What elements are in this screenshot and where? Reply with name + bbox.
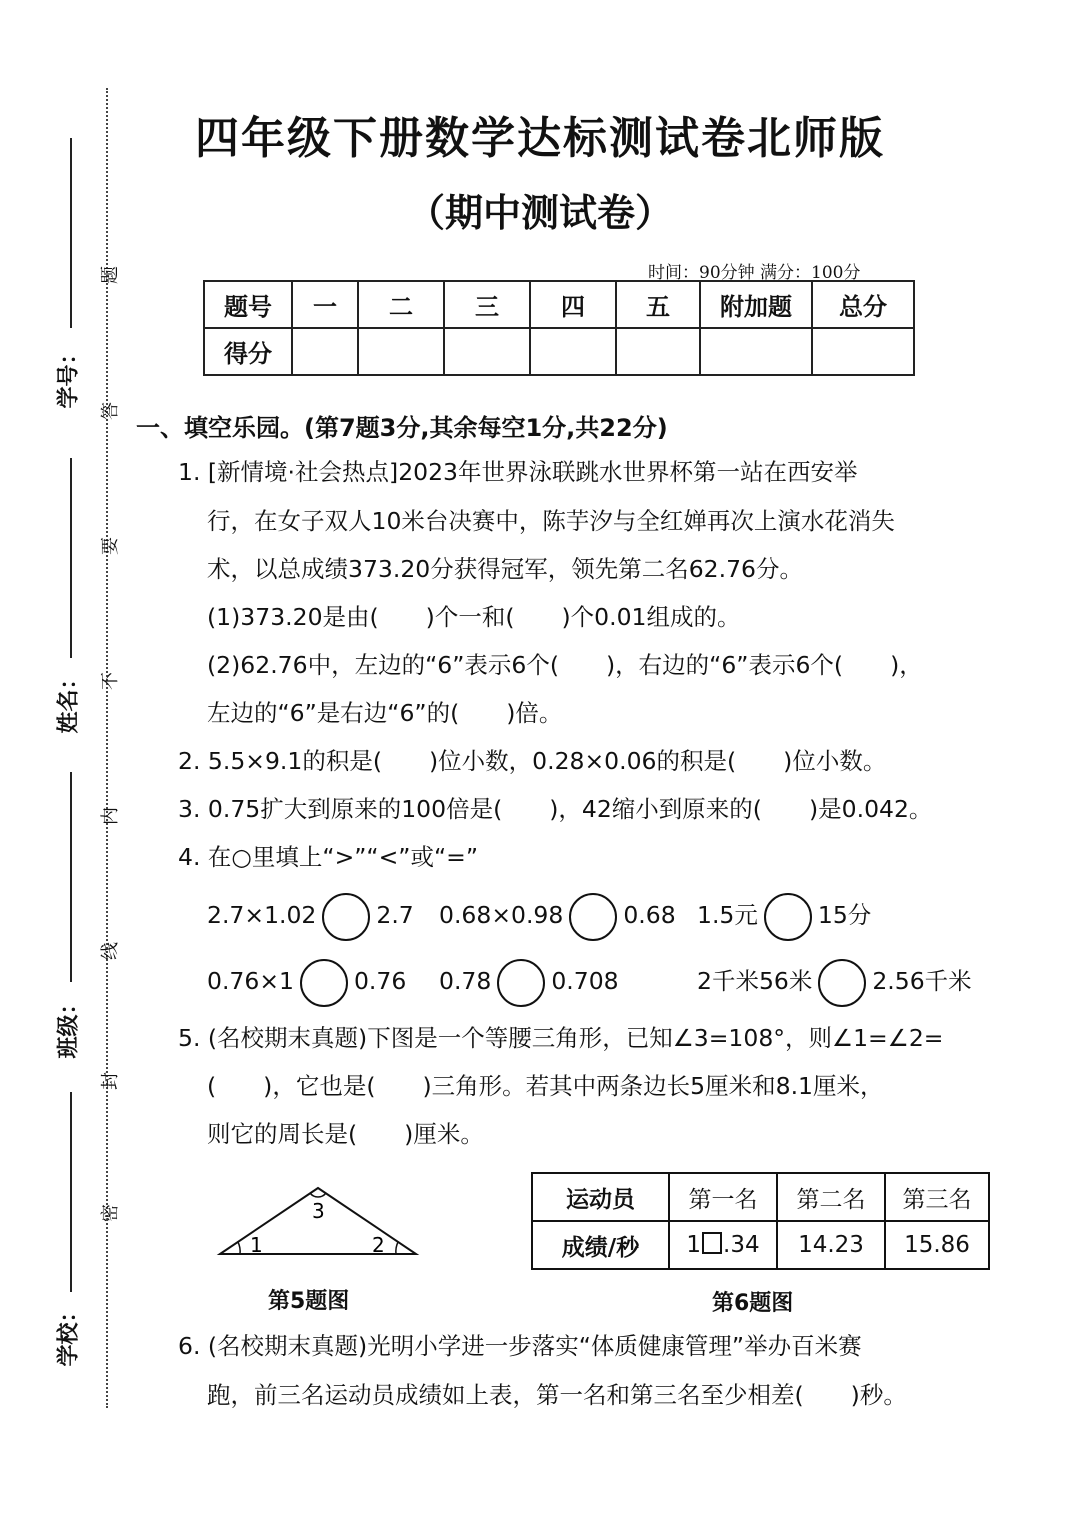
- seal-char: 线: [100, 942, 121, 960]
- angle-label-1: 1: [250, 1233, 263, 1257]
- q4-item: [697, 891, 871, 941]
- q1-line2: 行，在女子双人10米台决赛中，陈芋汐与全红婵再次上演水花消失: [207, 507, 895, 535]
- seal-char: 要: [100, 537, 121, 555]
- time-info: 时间：90分钟 满分：100分: [648, 263, 861, 283]
- score-header: 总分: [812, 281, 914, 328]
- compare-circle[interactable]: [300, 959, 348, 1007]
- q6-line2: 跑，前三名运动员成绩如上表，第一名和第三名至少相差( )秒。: [207, 1381, 907, 1409]
- q4-left: 0.76×1: [207, 967, 294, 995]
- q1-sub1: (1)373.20是由( )个一和( )个0.01组成的。: [207, 603, 741, 631]
- score-cell[interactable]: [812, 328, 914, 375]
- compare-circle[interactable]: [322, 893, 370, 941]
- seal-char: 封: [100, 1072, 121, 1090]
- q5-line2: ( )，它也是( )三角形。若其中两条边长5厘米和8.1厘米，: [207, 1072, 884, 1100]
- angle-arc-1: [238, 1242, 240, 1254]
- angle-arc-2: [396, 1242, 398, 1254]
- q4-item: [207, 891, 414, 941]
- q4-left: 0.68×0.98: [439, 901, 564, 929]
- angle-label-3: 3: [312, 1199, 325, 1223]
- compare-circle[interactable]: [818, 959, 866, 1007]
- q5-line3: 则它的周长是( )厘米。: [207, 1120, 484, 1148]
- q6-header: 第一名: [669, 1173, 777, 1221]
- seal-char: 答: [100, 402, 121, 420]
- q4-right: 2.7: [376, 901, 414, 929]
- score-cell[interactable]: [292, 328, 358, 375]
- seal-char: 题: [100, 266, 121, 284]
- q4-right: 0.76: [353, 967, 407, 995]
- angle-label-2: 2: [372, 1233, 385, 1257]
- q5-line1: 5. (名校期末真题)下图是一个等腰三角形，已知∠3=108°，则∠1=∠2=: [178, 1024, 944, 1052]
- q4-left: 2.7×1.02: [207, 901, 317, 929]
- score-header: 附加题: [700, 281, 812, 328]
- q4-right: 15分: [817, 901, 872, 929]
- score-header: 二: [358, 281, 444, 328]
- q1-line1: 1. [新情境·社会热点]2023年世界泳联跳水世界杯第一站在西安举: [178, 458, 858, 486]
- q4-item: [697, 957, 972, 1007]
- name-label: 姓名：: [56, 667, 82, 734]
- name-line: [70, 458, 72, 658]
- q1-sub2a: (2)62.76中，左边的“6”表示6个( )，右边的“6”表示6个( )，: [207, 651, 923, 679]
- q4-instruction: 4. 在○里填上“>”“<”或“=”: [178, 843, 479, 871]
- q6-results-table: [531, 1172, 990, 1270]
- class-line: [70, 772, 72, 982]
- angle-arc-3: [310, 1193, 326, 1197]
- score-cell[interactable]: [358, 328, 444, 375]
- q4-item: [439, 891, 676, 941]
- seal-char: 密: [100, 1204, 121, 1222]
- compare-circle[interactable]: [497, 959, 545, 1007]
- q4-item: [207, 957, 406, 1007]
- q4-right: 0.68: [623, 901, 676, 929]
- q3: 3. 0.75扩大到原来的100倍是( )，42缩小到原来的( )是0.042。: [178, 795, 933, 823]
- q6-header: 第二名: [777, 1173, 885, 1221]
- compare-circle[interactable]: [569, 893, 617, 941]
- blank-box[interactable]: [702, 1232, 722, 1254]
- page-title: 四年级下册数学达标测试卷北师版: [195, 113, 885, 164]
- class-label: 班级：: [56, 992, 82, 1059]
- q4-right: 0.708: [551, 967, 619, 995]
- q6-header: 第三名: [885, 1173, 989, 1221]
- q6-first-suffix: .34: [723, 1232, 760, 1258]
- score-header: 题号: [204, 281, 292, 328]
- isosceles-triangle-figure: [210, 1180, 430, 1264]
- q4-right: 2.56千米: [872, 967, 972, 995]
- q6-first-prefix: 1: [686, 1232, 702, 1258]
- q6-second-score: 14.23: [777, 1221, 885, 1269]
- seal-char: 不: [100, 672, 121, 690]
- score-cell[interactable]: [700, 328, 812, 375]
- score-row-label: 得分: [204, 328, 292, 375]
- q4-left: 2千米56米: [697, 967, 813, 995]
- q6-third-score: 15.86: [885, 1221, 989, 1269]
- page-subtitle: （期中测试卷）: [406, 190, 673, 235]
- section-heading: 一、填空乐园。(第7题3分,其余每空1分,共22分): [136, 414, 668, 442]
- q5-figure-caption: 第5题图: [268, 1289, 350, 1314]
- school-label: 学校：: [56, 1300, 82, 1367]
- q4-left: 1.5元: [697, 901, 758, 929]
- score-header: 三: [444, 281, 530, 328]
- q4-item: [439, 957, 619, 1007]
- score-cell[interactable]: [444, 328, 530, 375]
- q6-header: 运动员: [532, 1173, 669, 1221]
- score-cell[interactable]: [616, 328, 700, 375]
- q6-line1: 6. (名校期末真题)光明小学进一步落实“体质健康管理”举办百米赛: [178, 1332, 862, 1360]
- q6-row-label: 成绩/秒: [532, 1221, 669, 1269]
- score-table: [203, 280, 915, 376]
- score-header: 一: [292, 281, 358, 328]
- student-id-label: 学号：: [56, 342, 82, 409]
- seal-char: 内: [100, 807, 121, 825]
- compare-circle[interactable]: [764, 893, 812, 941]
- score-cell[interactable]: [530, 328, 616, 375]
- school-line: [70, 1092, 72, 1292]
- q1-sub2b: 左边的“6”是右边“6”的( )倍。: [207, 699, 563, 727]
- q1-line3: 术，以总成绩373.20分获得冠军，领先第二名62.76分。: [207, 555, 804, 583]
- q2: 2. 5.5×9.1的积是( )位小数，0.28×0.06的积是( )位小数。: [178, 747, 887, 775]
- q4-left: 0.78: [439, 967, 492, 995]
- q6-first-score: [669, 1221, 777, 1269]
- score-header: 五: [616, 281, 700, 328]
- score-header: 四: [530, 281, 616, 328]
- q6-figure-caption: 第6题图: [712, 1291, 794, 1316]
